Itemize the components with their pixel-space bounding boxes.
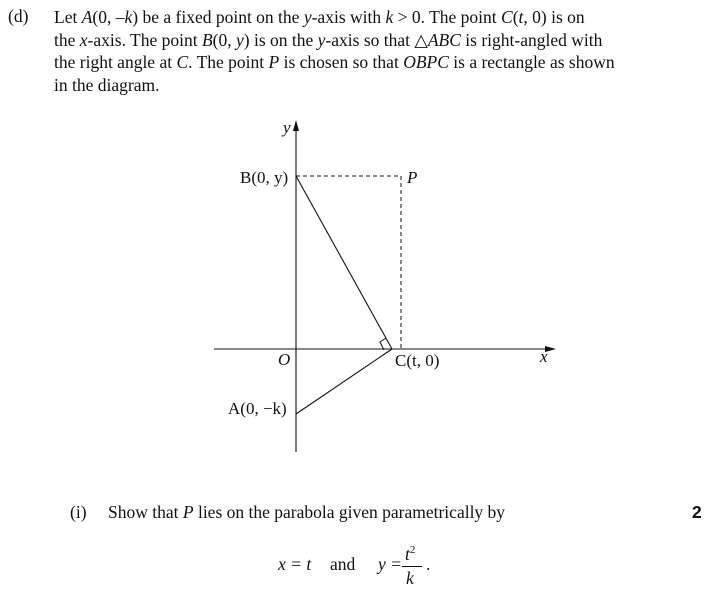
equation-and: and <box>330 554 356 574</box>
fraction-numerator: $t^2$ <box>405 544 416 564</box>
fraction-bar <box>402 566 422 567</box>
intro-line-2: the x-axis. The point B(0, y) is on the y-axis so that △ABC is right-angled with <box>54 29 603 50</box>
y-axis-arrow-icon <box>293 120 299 131</box>
point-p-label: P <box>407 168 418 187</box>
numerator-exponent: 2 <box>409 544 416 557</box>
segment-ca <box>296 349 392 414</box>
point-c-label: C(t, 0) <box>395 351 440 370</box>
equation-period: . <box>426 554 431 574</box>
part-label: (d) <box>8 6 29 26</box>
x-axis-label: x <box>540 347 548 366</box>
y-axis-label: y <box>283 118 291 137</box>
segment-bc <box>296 176 392 349</box>
point-a-label: A(0, −k) <box>228 399 287 418</box>
equation-y-lhs: y = <box>378 554 402 574</box>
question-text: Show that P lies on the parabola given parametrically by <box>108 502 506 522</box>
fraction-denominator: k <box>406 568 414 588</box>
question-label: (i) <box>70 502 87 522</box>
intro-line-1: Let A(0, –k) be a fixed point on the y-axis with k > 0. The point C(t, 0) is on <box>54 7 585 27</box>
equation-x: x = t <box>278 554 312 574</box>
point-b-label: B(0, y) <box>240 168 289 187</box>
intro-line-3: the right angle at C. The point P is chosen so that OBPC is a rectangle as shown <box>54 52 615 72</box>
origin-label: O <box>278 350 291 369</box>
marks-value: 2 <box>692 502 702 522</box>
intro-line-4: in the diagram. <box>54 74 160 95</box>
right-angle-mark <box>380 338 386 350</box>
